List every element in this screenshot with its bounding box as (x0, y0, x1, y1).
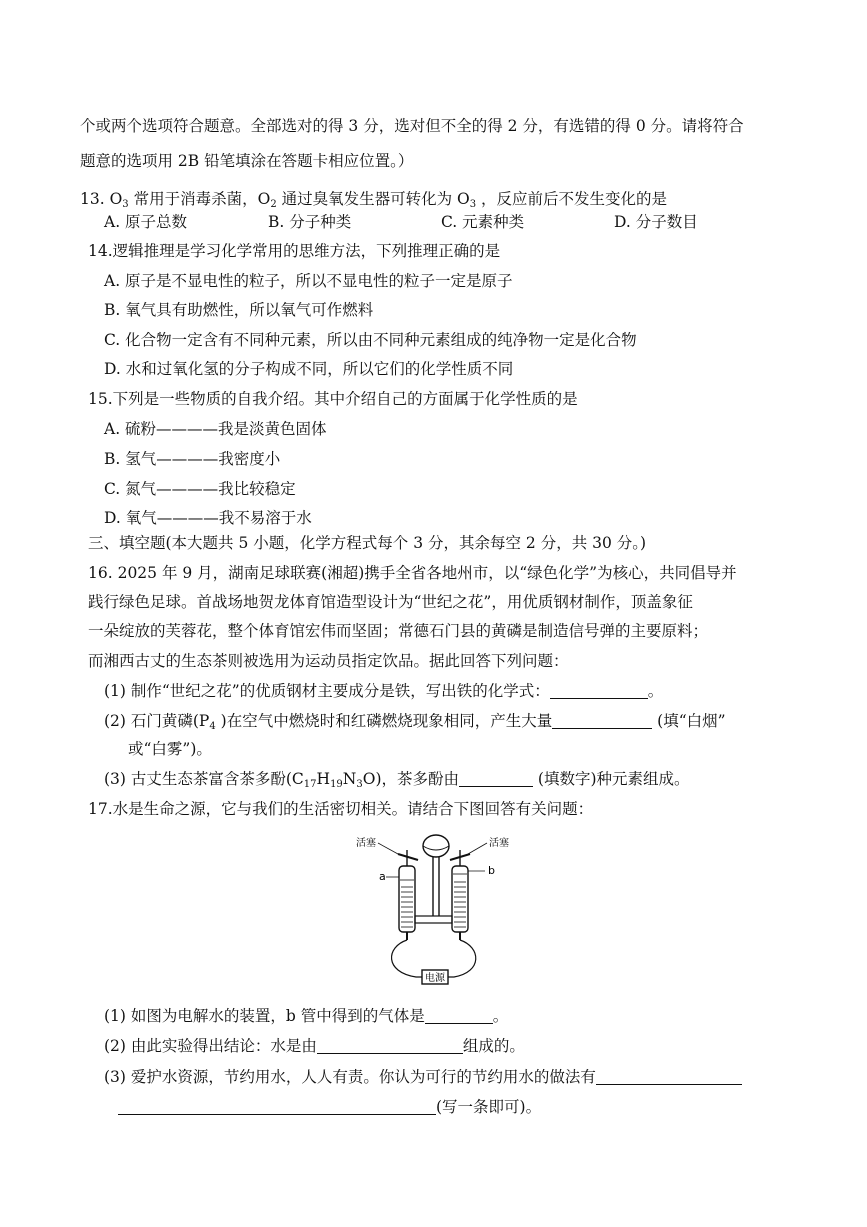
answer-blank[interactable] (317, 1037, 463, 1054)
q16-text-line-2: 践行绿色足球。首战场地贺龙体育馆造型设计为“世纪之花”，用优质钢材制作，顶盖象征 (88, 593, 693, 611)
q15-option-c[interactable]: C. 氮气————我比较稳定 (104, 480, 296, 498)
q14-option-d[interactable]: D. 水和过氧化氢的分子构成不同，所以它们的化学性质不同 (104, 360, 514, 378)
q13-option-a[interactable]: A. 原子总数 (104, 213, 188, 231)
q13-option-d[interactable]: D. 分子数目 (614, 213, 698, 231)
answer-blank[interactable] (550, 682, 648, 699)
q14-option-a[interactable]: A. 原子是不显电性的粒子，所以不显电性的粒子一定是原子 (104, 272, 513, 290)
power-supply-label: 电源 (425, 973, 445, 984)
q17-part-3-cont: (写一条即可)。 (118, 1096, 541, 1118)
q17-stem: 17.水是生命之源，它与我们的生活密切相关。请结合下图回答有关问题： (88, 800, 594, 818)
q17-part-3: (3) 爱护水资源，节约用水，人人有责。你认为可行的节约用水的做法有 (104, 1066, 742, 1088)
stopcock-label-left: 活塞 (356, 838, 376, 849)
q16-part-2-cont: 或“白雾”)。 (128, 740, 212, 758)
q14-stem: 14.逻辑推理是学习化学常用的思维方法，下列推理正确的是 (88, 242, 501, 260)
q13-option-c[interactable]: C. 元素种类 (441, 213, 525, 231)
q15-option-b[interactable]: B. 氢气————我密度小 (104, 450, 281, 468)
q15-option-a[interactable]: A. 硫粉————我是淡黄色固体 (104, 420, 327, 438)
tube-b-label: b (488, 864, 495, 877)
q16-text-line-4: 而湘西古丈的生态茶则被选用为运动员指定饮品。据此回答下列问题： (88, 652, 569, 670)
q17-part-2: (2) 由此实验得出结论：水是由 组成的。 (104, 1037, 525, 1055)
q16-part-2: (2) 石门黄磷($P_4$ )在空气中燃烧时和红磷燃烧现象相同，产生大量 (填“白烟” (104, 712, 726, 732)
instruction-line-2: 题意的选项用 2B 铅笔填涂在答题卡相应位置。） (80, 152, 414, 170)
q15-option-d[interactable]: D. 氧气————我不易溶于水 (104, 509, 312, 527)
q16-text-line-1: 16. 2025 年 9 月，湖南足球联赛(湘超)携手全省各地州市，以“绿色化学”为核心，共同倡导并 (88, 564, 737, 582)
q16-text-line-3: 一朵绽放的芙蓉花，整个体育馆宏伟而坚固；常德石门县的黄磷是制造信号弹的主要原料； (88, 622, 709, 640)
answer-blank[interactable] (459, 770, 533, 787)
q14-option-c[interactable]: C. 化合物一定含有不同种元素，所以由不同种元素组成的纯净物一定是化合物 (104, 331, 637, 349)
tube-a-label: a (379, 870, 386, 883)
electrolysis-apparatus-diagram (346, 832, 516, 994)
answer-blank[interactable] (596, 1068, 742, 1085)
q16-part-1: (1) 制作“世纪之花”的优质钢材主要成分是铁，写出铁的化学式： 。 (104, 682, 664, 700)
instruction-line-1: 个或两个选项符合题意。全部选对的得 3 分，选对但不全的得 2 分，有选错的得 0 分。请将符合 (80, 117, 744, 135)
stopcock-label-right: 活塞 (489, 838, 509, 849)
q14-option-b[interactable]: B. 氧气具有助燃性，所以氧气可作燃料 (104, 301, 374, 319)
q15-stem: 15.下列是一些物质的自我介绍。其中介绍自己的方面属于化学性质的是 (88, 390, 578, 408)
section-heading: 三、填空题(本大题共 5 小题，化学方程式每个 3 分，其余每空 2 分，共 30 分。) (88, 534, 647, 552)
q16-part-3: (3) 古丈生态茶富含茶多酚$(C_{17}H_{19}N_3O)$，茶多酚由 (填数字)种元素组成。 (104, 770, 690, 790)
q13-stem: 13. $O_3$ 常用于消毒杀菌，$O_2$ 通过臭氧发生器可转化为 $O_3$ ，反应前后不发生变化的是 (80, 190, 668, 210)
q17-part-1: (1) 如图为电解水的装置，b 管中得到的气体是 。 (104, 1007, 509, 1025)
answer-blank[interactable] (552, 712, 652, 729)
answer-blank[interactable] (425, 1007, 493, 1024)
q13-option-b[interactable]: B. 分子种类 (268, 213, 352, 231)
answer-blank[interactable] (118, 1098, 436, 1115)
